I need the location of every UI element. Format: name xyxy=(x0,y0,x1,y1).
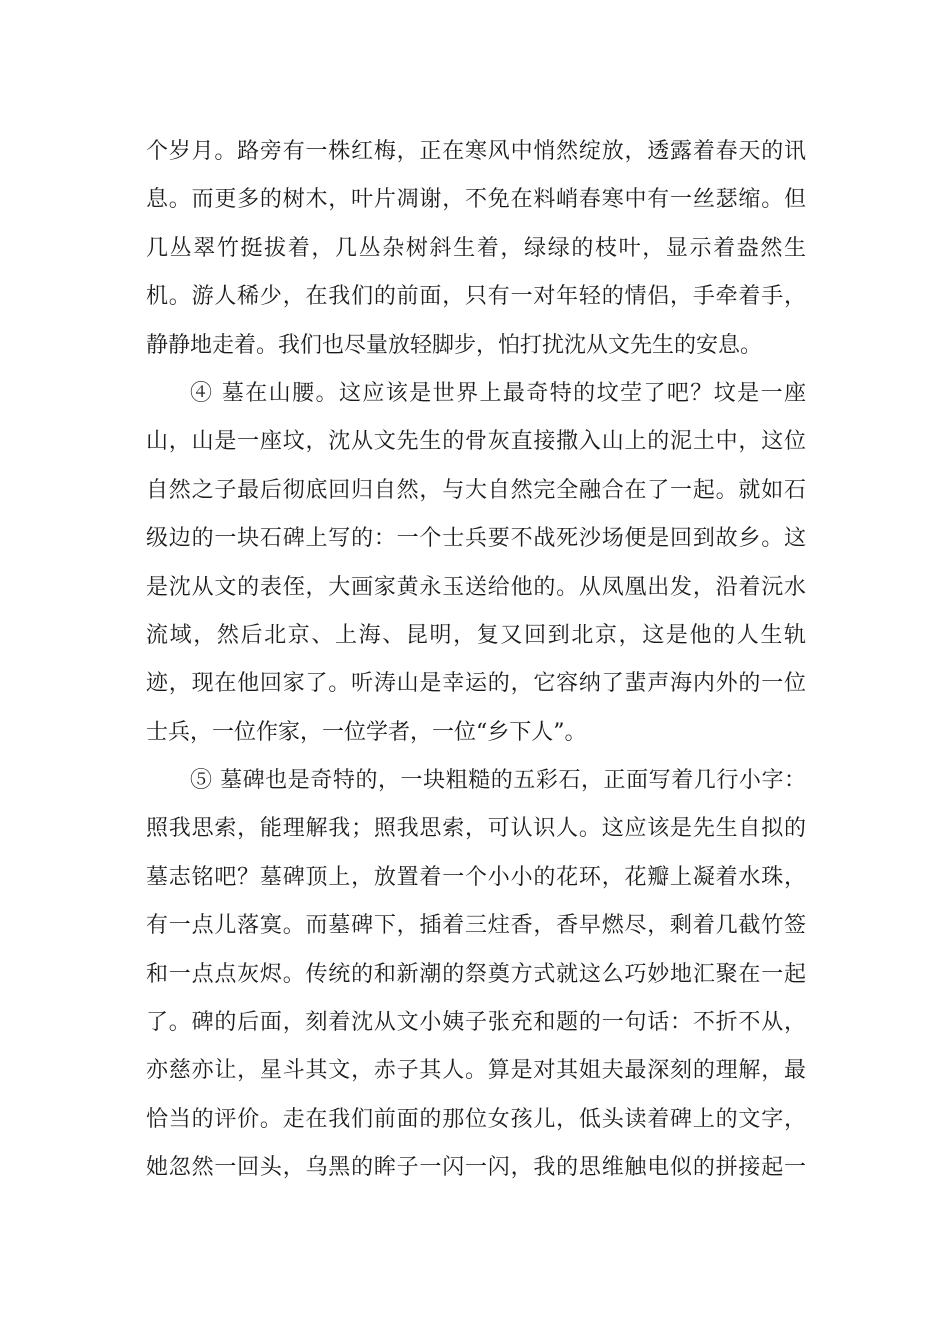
text-line: 墓志铭吧？墓碑顶上，放置着一个小小的花环，花瓣上凝着水珠， xyxy=(146,864,806,890)
text-line: 是沈从文的表侄，大画家黄永玉送给他的。从凤凰出发，沿着沅水 xyxy=(146,574,806,600)
text-line: 机。游人稀少，在我们的前面，只有一对年轻的情侣，手牵着手， xyxy=(146,284,806,310)
text-line: ⑤ 墓碑也是奇特的，一块粗糙的五彩石，正面写着几行小字： xyxy=(190,768,806,794)
text-line: 照我思索，能理解我；照我思索，可认识人。这应该是先生自拟的 xyxy=(146,816,806,842)
text-line: 几丛翠竹挺拔着，几丛杂树斜生着，绿绿的枝叶，显示着盎然生 xyxy=(146,235,806,261)
text-line: 迹，现在他回家了。听涛山是幸运的，它容纳了蜚声海内外的一位 xyxy=(146,671,806,697)
text-line: 亦慈亦让，星斗其文，赤子其人。算是对其姐夫最深刻的理解，最 xyxy=(146,1058,806,1084)
text-line: 级边的一块石碑上写的：一个士兵要不战死沙场便是回到故乡。这 xyxy=(146,526,806,552)
text-line: 流域，然后北京、上海、昆明，复又回到北京，这是他的人生轨 xyxy=(146,622,806,648)
text-line: 她忽然一回头，乌黑的眸子一闪一闪，我的思维触电似的拼接起一 xyxy=(146,1155,806,1181)
text-line: ④ 墓在山腰。这应该是世界上最奇特的坟茔了吧？坟是一座 xyxy=(190,380,806,406)
text-line: 和一点点灰烬。传统的和新潮的祭奠方式就这么巧妙地汇聚在一起 xyxy=(146,961,806,987)
text-line: 个岁月。路旁有一株红梅，正在寒风中悄然绽放，透露着春天的讯 xyxy=(146,139,806,164)
text-line: 士兵，一位作家，一位学者，一位“乡下人”。 xyxy=(146,719,587,745)
article-body xyxy=(146,128,806,1193)
text-line: 自然之子最后彻底回归自然，与大自然完全融合在了一起。就如石 xyxy=(146,477,806,503)
text-line: 息。而更多的树木，叶片凋谢，不免在料峭春寒中有一丝瑟缩。但 xyxy=(146,187,806,213)
text-line: 有一点儿落寞。而墓碑下，插着三炷香，香早燃尽，剩着几截竹签 xyxy=(146,913,806,939)
text-line: 山，山是一座坟，沈从文先生的骨灰直接撒入山上的泥土中，这位 xyxy=(146,429,806,455)
text-line: 静静地走着。我们也尽量放轻脚步，怕打扰沈从文先生的安息。 xyxy=(146,332,763,358)
text-line: 了。碑的后面，刻着沈从文小姨子张充和题的一句话：不折不从， xyxy=(146,1010,806,1036)
text-line: 恰当的评价。走在我们前面的那位女孩儿，低头读着碑上的文字， xyxy=(146,1106,806,1132)
